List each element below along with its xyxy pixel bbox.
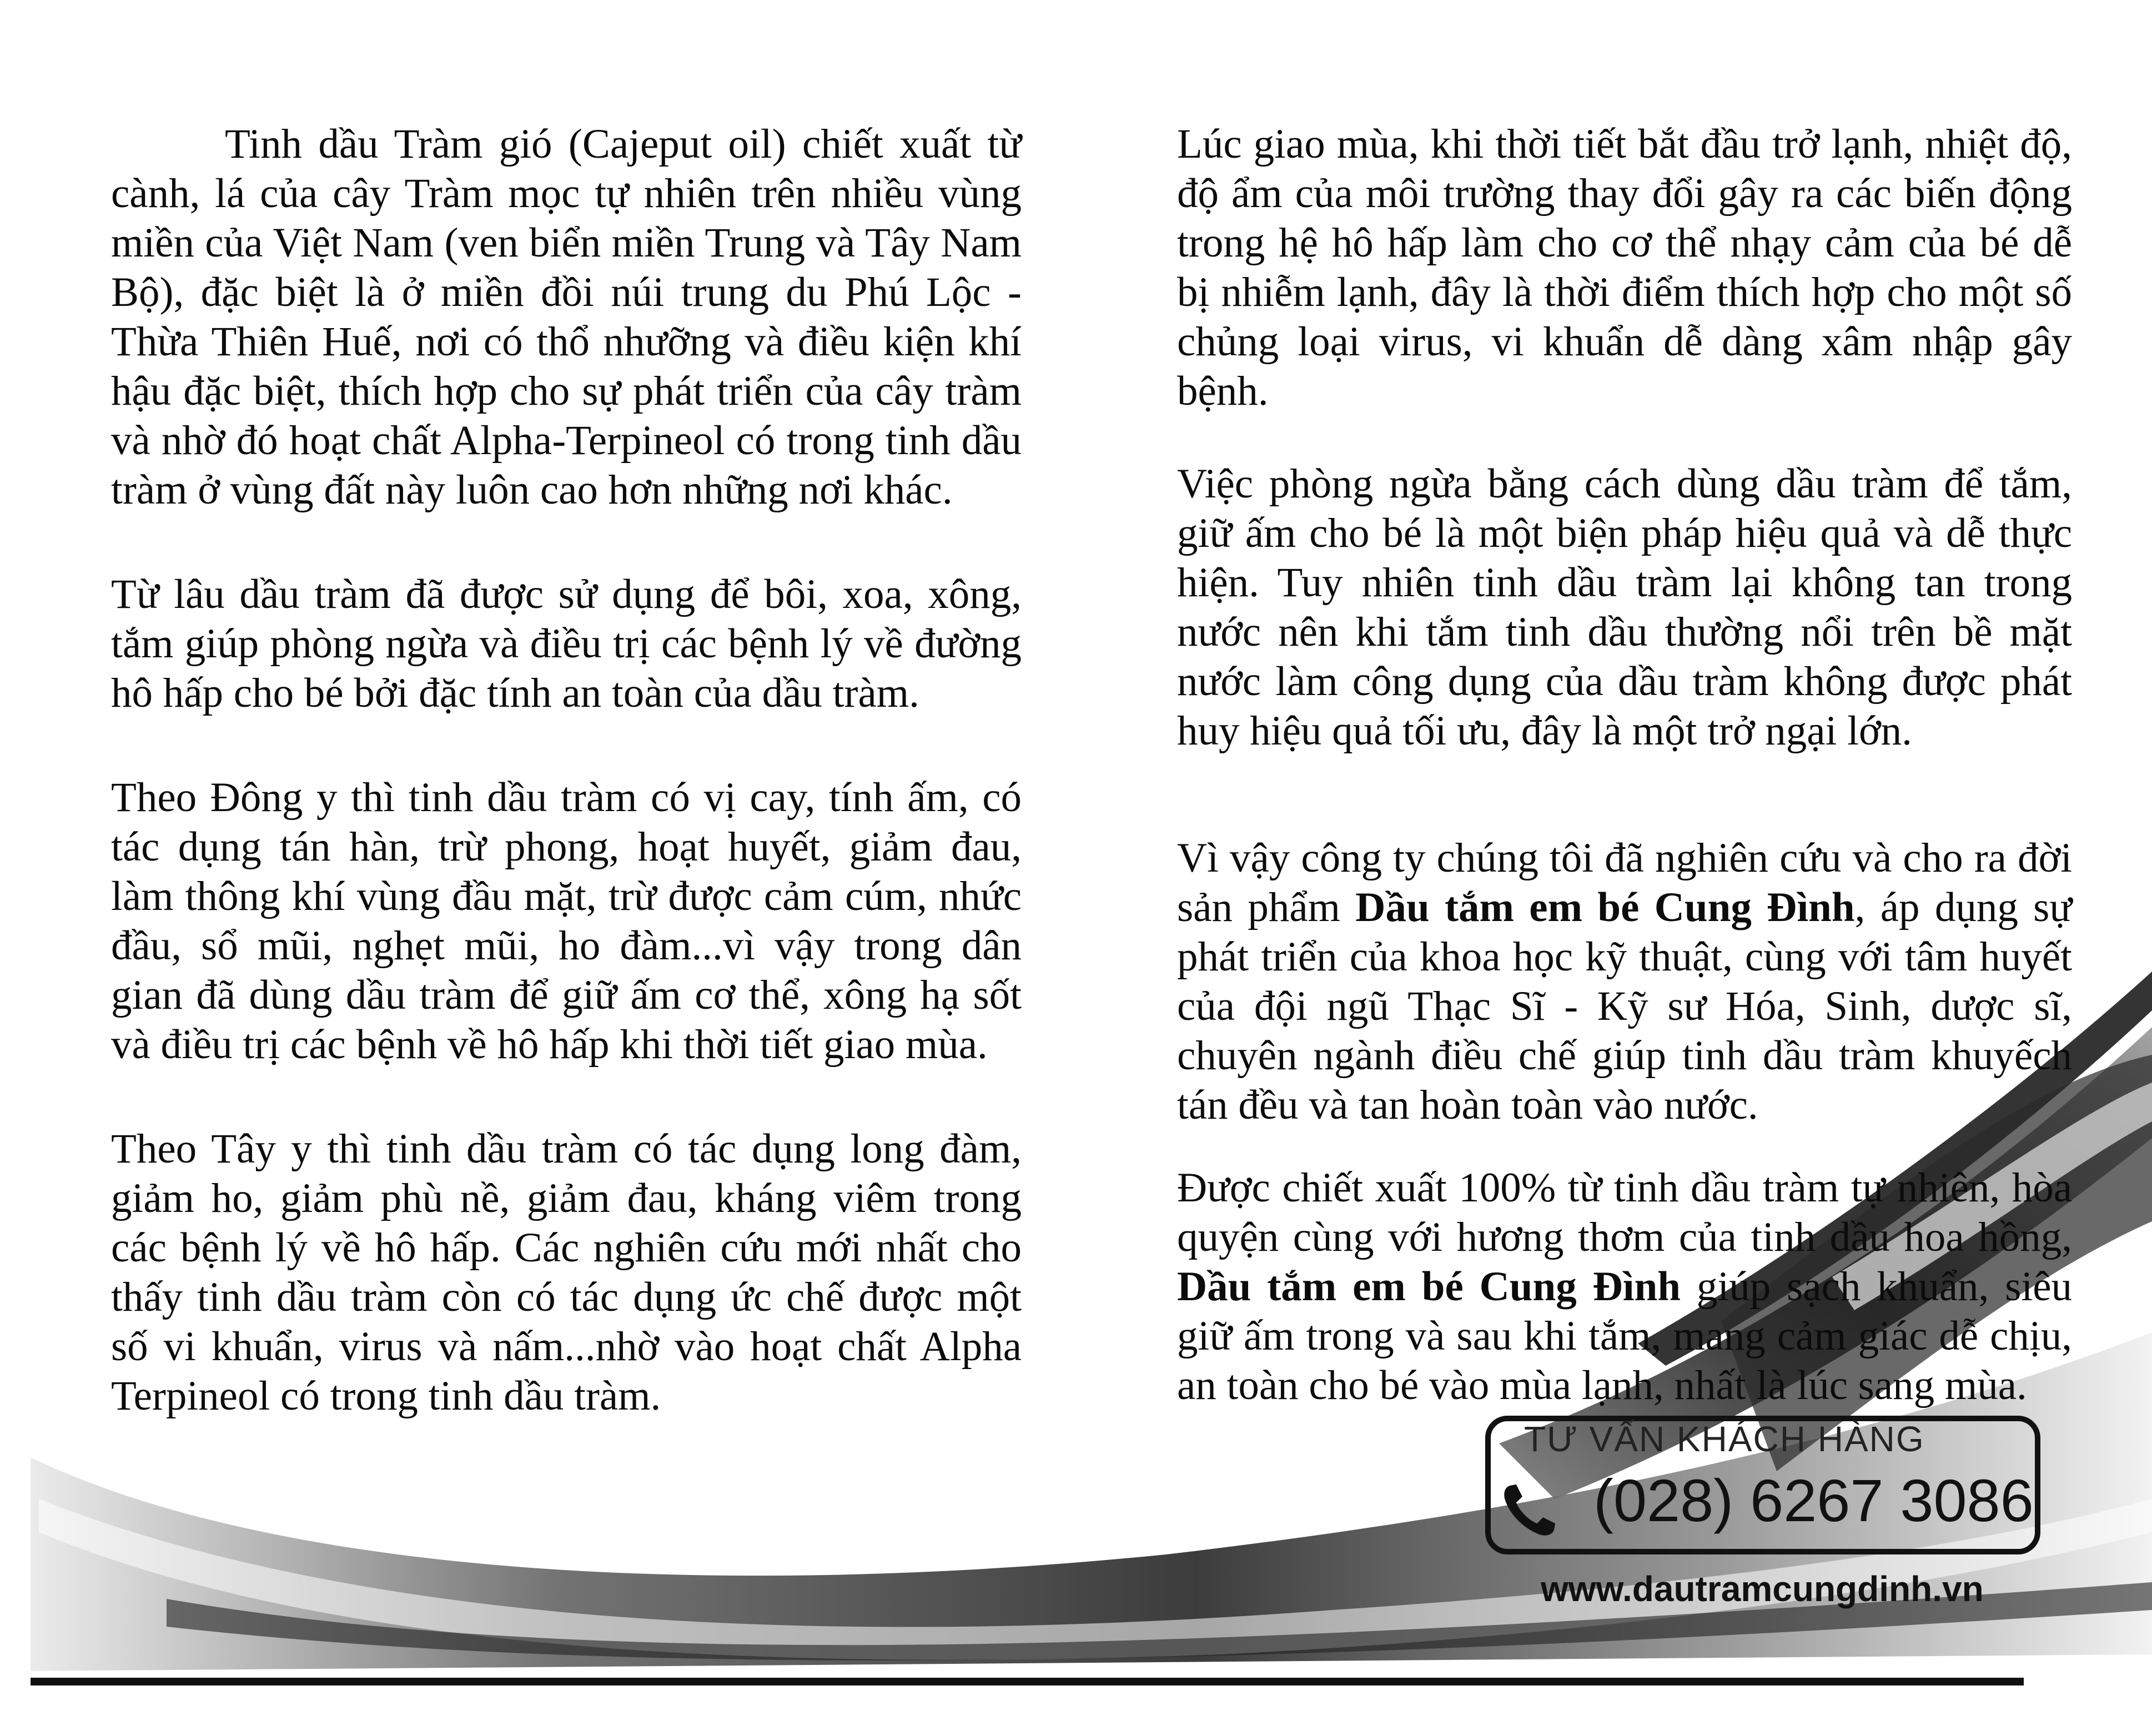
product-intro-text-a: Vì vậy công ty chúng tôi đã nghiên cứu và cho ra đời sản phẩm bbox=[1177, 835, 2072, 930]
paragraph-eastern-medicine: Theo Đông y thì tinh dầu tràm có vị cay, tính ấm, có tác dụng tán hàn, trừ phong, hoạt huyết, giảm đau, làm thông khí vùng đầu mặt, trừ được cảm cúm, nhức đầu, sổ mũi, nghẹt mũi, ho đàm...vì vậy trong dân gian đã dùng dầu tràm để giữ ấm cơ thể, xông hạ sốt và điều trị các bệnh về hô hấp khi thời tiết giao mùa. bbox=[111, 774, 1022, 1068]
paragraph-western-medicine: Theo Tây y thì tinh dầu tràm có tác dụng long đàm, giảm ho, giảm phù nề, giảm đau, kháng viêm trong các bệnh lý về hô hấp. Các nghiên cứu mới nhất cho thấy tinh dầu tràm còn có tác dụng ức chế được một số vi khuẩn, virus và nấm...nhờ vào hoạt chất Alpha Terpineol có trong tinh dầu tràm. bbox=[111, 1126, 1022, 1419]
paragraph-prevention: Việc phòng ngừa bằng cách dùng dầu tràm để tắm, giữ ấm cho bé là một biện pháp hiệu quả và dễ thực hiện. Tuy nhiên tinh dầu tràm lại không tan trong nước nên khi tắm tinh dầu thường nổi trên bề mặt nước làm công dụng của dầu tràm không được phát huy hiệu quả tối ưu, đây là một trở ngại lớn. bbox=[1177, 461, 2072, 754]
bottom-rule bbox=[31, 1678, 2024, 1685]
paragraph-intro: Tinh dầu Tràm gió (Cajeput oil) chiết xuất từ cành, lá của cây Tràm mọc tự nhiên trên nhiều vùng miền của Việt Nam (ven biển miền Trung và Tây Nam Bộ), đặc biệt là ở miền đồi núi trung du Phú Lộc - Thừa Thiên Huế, nơi có thổ nhưỡng và điều kiện khí hậu đặc biệt, thích hợp cho sự phát triển của cây tràm và nhờ đó hoạt chất Alpha-Terpineol có trong tinh dầu tràm ở vùng đất này luôn cao hơn những nơi khác. bbox=[111, 121, 1022, 513]
paragraph-product-benefits bbox=[1177, 1163, 2072, 1410]
product-name-bold: Dầu tắm em bé Cung Đình bbox=[1355, 884, 1855, 930]
left-column bbox=[111, 119, 1022, 1421]
hotline-number: (028) 6267 3086 bbox=[1593, 1467, 2034, 1534]
paragraph-season-change: Lúc giao mùa, khi thời tiết bắt đầu trở lạnh, nhiệt độ, độ ẩm của môi trường thay đổi gây ra các biến động trong hệ hô hấp làm cho cơ thể nhạy cảm của bé dễ bị nhiễm lạnh, đây là thời điểm thích hợp cho một số chủng loại virus, vi khuẩn dễ dàng xâm nhập gây bệnh. bbox=[1177, 121, 2072, 414]
paragraph-product-intro bbox=[1177, 833, 2072, 1130]
product-benefits-text-a: Được chiết xuất 100% từ tinh dầu tràm tự nhiên, hòa quyện cùng với hương thơm của tinh dầu hoa hồng, bbox=[1177, 1165, 2072, 1260]
paragraph-traditional-use: Từ lâu dầu tràm đã được sử dụng để bôi, xoa, xông, tắm giúp phòng ngừa và điều trị các bệnh lý về đường hô hấp cho bé bởi đặc tính an toàn của dầu tràm. bbox=[111, 571, 1022, 716]
product-intro-text-b: , áp dụng sự phát triển của khoa học kỹ thuật, cùng với tâm huyết của đội ngũ Thạc Sĩ - Kỹ sư Hóa, Sinh, dược sĩ, chuyên ngành điều chế giúp tinh dầu tràm khuyếch tán đều và tan hoàn toàn vào nước. bbox=[1177, 884, 2073, 1128]
hotline-label: TƯ VẤN KHÁCH HÀNG bbox=[1524, 1419, 1925, 1459]
phone-icon bbox=[1499, 1480, 1560, 1541]
product-benefits-text-b: giúp sạch khuẩn, siêu giữ ấm trong và sau khi tắm, mang cảm giác dễ chịu, an toàn cho bé vào mùa lạnh, nhất là lúc sang mùa. bbox=[1177, 1264, 2072, 1408]
product-name-bold-2: Dầu tắm em bé Cung Đình bbox=[1177, 1264, 1681, 1310]
website-url: www.dautramcungdinh.vn bbox=[1541, 1569, 1984, 1609]
right-column bbox=[1177, 119, 2072, 1410]
